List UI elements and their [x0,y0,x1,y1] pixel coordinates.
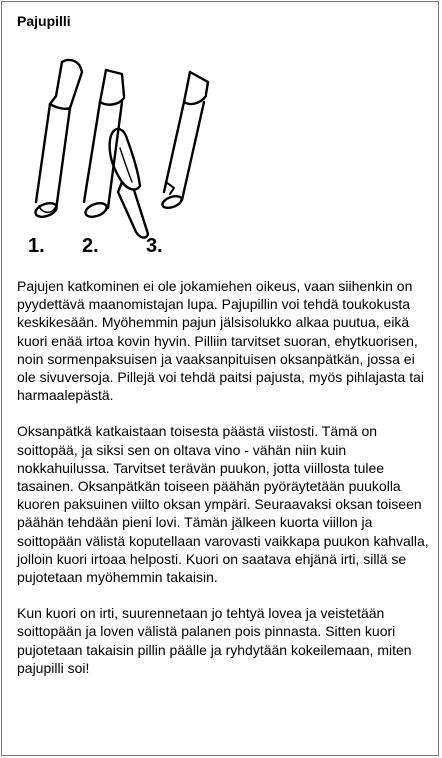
article-body [17,277,435,695]
stick-1-drawing [34,60,82,219]
stick-3-drawing [161,72,208,210]
paragraph-3: Kun kuori on irti, suurennetaan jo tehtyä lovea ja veistetään soittopään ja loven välistä palanen pois pinnasta. Sitten kuori pujotetaan takaisin pillin päälle ja ryhdytään kokeilemaan, miten pajupilli soi! [17,605,412,676]
article-panel [1,1,439,756]
step-label-2: 2. [82,235,99,257]
article-title: Pajupilli [17,13,71,29]
willow-whistle-illustration [22,52,222,258]
step-label-1: 1. [28,235,45,257]
paragraph-2: Oksanpätkä katkaistaan toisesta päästä viistosti. Tämä on soittopää, ja siksi sen on oltava vino - vähän niin kuin nokkahuilussa. Tarvitset terävän puukon, jotta viillosta tulee tasainen. Oksanpätkän toiseen päähän pyöräytetään puukolla kuoren paksuinen viilto oksan ympäri. Seuraavaksi oksan toiseen päähän tehdään pieni lovi. Tämän jälkeen kuorta viillon ja soittopään välistä koputellaan varovasti vaikkapa puukon kahvalla, jolloin kuori irtoaa helposti. Kuori on saatava ehjänä irti, sillä se pujotetaan myöhemmin takaisin. [17,423,429,586]
stick-2-drawing [84,70,148,238]
paragraph-1: Pajujen katkominen ei ole jokamiehen oikeus, vaan siihenkin on pyydettävä maanomistajan lupa. Pajupillin voi tehdä toukokusta keskikesään. Myöhemmin pajun jälsisolukko alkaa puutua, eikä kuori enää irtoa kovin hyvin. Pilliin tarvitset suoran, ehytkuorisen, noin sormenpaksuisen ja vaaksanpituisen oksanpätkän, jossa ei ole sivuversoja. Pillejä voi tehdä paitsi pajusta, myös pihlajasta tai harmaalepästä. [17,278,424,404]
step-label-3: 3. [146,235,163,257]
